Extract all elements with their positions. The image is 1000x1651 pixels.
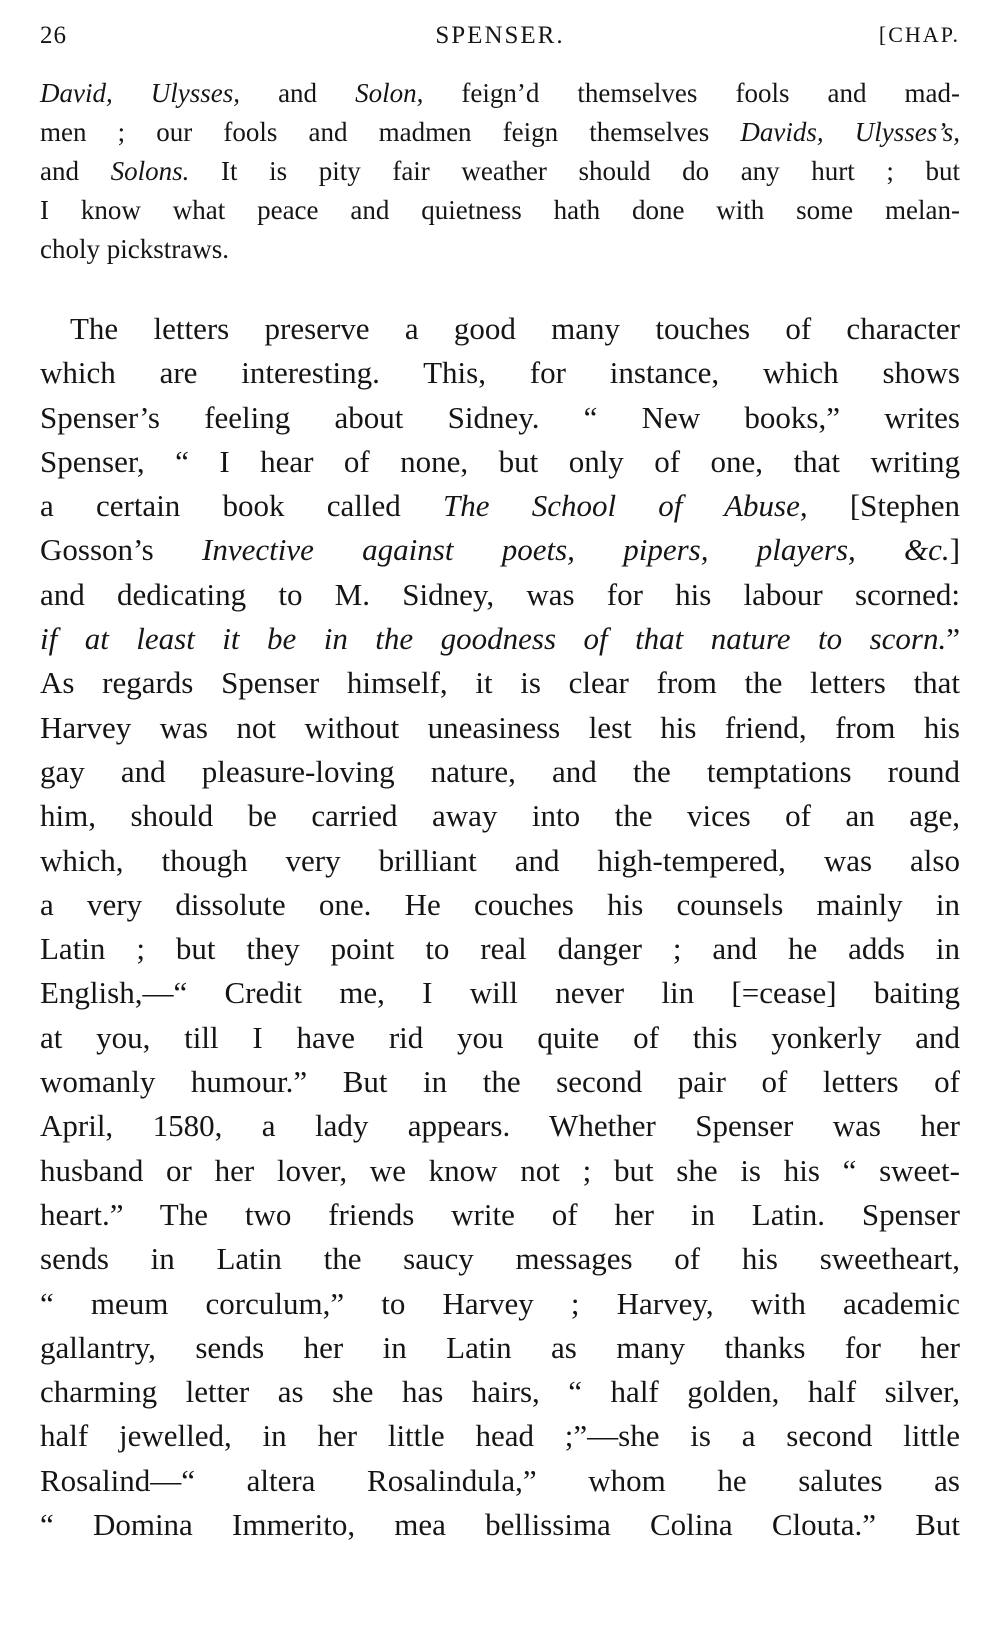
quote-line: and Solons. It is pity fair weather should do any hurt ; but — [40, 156, 961, 186]
paragraph-line: and dedicating to M. Sidney, was for his labour scorned: — [40, 576, 960, 612]
page-number: 26 — [40, 22, 67, 49]
paragraph-line: Latin ; but they point to real danger ; and he adds in — [40, 931, 960, 967]
paragraph-line: April, 1580, a lady appears. Whether Spenser was her — [40, 1108, 960, 1144]
paragraph-line: womanly humour.” But in the second pair of letters of — [40, 1064, 960, 1100]
running-header — [40, 22, 960, 62]
quote-line: I know what peace and quietness hath done with some melan- — [40, 195, 960, 225]
paragraph-line: As regards Spenser himself, it is clear from the letters that — [40, 665, 960, 701]
paragraph-line: heart.” The two friends write of her in Latin. Spenser — [40, 1196, 960, 1232]
paragraph-line: Harvey was not without uneasiness lest his friend, from his — [40, 709, 960, 745]
paragraph-line: gay and pleasure-loving nature, and the temptations round — [40, 753, 960, 789]
paragraph-line: “ meum corculum,” to Harvey ; Harvey, with academic — [40, 1285, 960, 1321]
paragraph-line: English,—“ Credit me, I will never lin [=cease] baiting — [40, 975, 960, 1011]
quote-line: David, Ulysses, and Solon, feign’d themselves fools and mad- — [40, 78, 960, 108]
chapter-mark: [CHAP. — [878, 22, 960, 47]
paragraph-line: a very dissolute one. He couches his counsels mainly in — [40, 886, 960, 922]
quote-line: choly pickstraws. — [40, 234, 229, 264]
paragraph-line: husband or her lover, we know not ; but she is his “ sweet- — [40, 1152, 960, 1188]
paragraph-line: Gosson’s Invective against poets, pipers, players, &c.] — [40, 532, 961, 568]
paragraph-line: Spenser, “ I hear of none, but only of one, that writing — [40, 443, 960, 479]
paragraph-line: at you, till I have rid you quite of this yonkerly and — [40, 1019, 960, 1055]
paragraph-line: “ Domina Immerito, mea bellissima Colina Clouta.” But — [40, 1507, 960, 1543]
paragraph-line: which are interesting. This, for instance, which shows — [40, 355, 960, 391]
paragraph-line: Spenser’s feeling about Sidney. “ New books,” writes — [40, 399, 960, 435]
paragraph-line: him, should be carried away into the vices of an age, — [40, 798, 960, 834]
paragraph-line: which, though very brilliant and high-tempered, was also — [40, 842, 960, 878]
quote-line: men ; our fools and madmen feign themselves Davids, Ulysses’s, — [40, 117, 960, 147]
paragraph-line: gallantry, sends her in Latin as many thanks for her — [40, 1329, 960, 1365]
paragraph-line: The letters preserve a good many touches of character — [70, 311, 960, 346]
paragraph-line: charming letter as she has hairs, “ half golden, half silver, — [40, 1374, 960, 1410]
paragraph-line: half jewelled, in her little head ;”—she is a second little — [40, 1418, 960, 1454]
quoted-passage — [40, 74, 960, 269]
book-page — [40, 22, 960, 1547]
running-title: SPENSER. — [435, 22, 565, 49]
paragraph-line: sends in Latin the saucy messages of his sweetheart, — [40, 1241, 960, 1277]
paragraph-line: a certain book called The School of Abuse, [Stephen — [40, 488, 961, 524]
body-paragraph — [40, 307, 960, 1547]
paragraph-line: Rosalind—“ altera Rosalindula,” whom he salutes as — [40, 1462, 960, 1498]
paragraph-line: if at least it be in the goodness of that nature to scorn.” — [40, 621, 960, 657]
